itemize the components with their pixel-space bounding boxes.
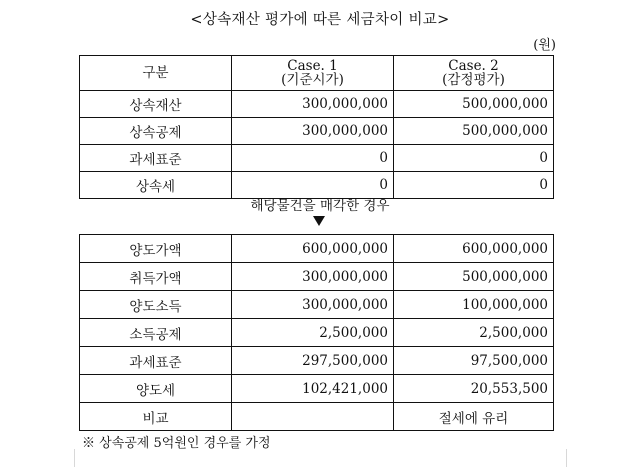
capital-gains-tax-table (79, 234, 554, 431)
row-label: 양도세 (80, 375, 232, 403)
page-margin-mark (566, 449, 567, 467)
row-label: 소득공제 (80, 319, 232, 347)
row-label: 과세표준 (80, 347, 232, 375)
case1-value: 0 (232, 172, 394, 199)
row-label: 상속세 (80, 172, 232, 199)
unit-label: (원) (533, 38, 556, 53)
case1-value: 297,500,000 (232, 347, 394, 375)
case2-value: 500,000,000 (394, 91, 554, 118)
case1-value: 300,000,000 (232, 263, 394, 291)
header-category: 구분 (80, 56, 232, 91)
header-case1-sub: (기준시가) (281, 72, 344, 88)
case2-value: 500,000,000 (394, 118, 554, 145)
header-case2-sub: (감정평가) (442, 72, 505, 88)
row-label: 과세표준 (80, 145, 232, 172)
row-label: 비교 (80, 403, 232, 431)
table-row (80, 91, 554, 118)
case2-value: 100,000,000 (394, 291, 554, 319)
header-case1 (232, 56, 394, 91)
case1-value: 102,421,000 (232, 375, 394, 403)
table-row (80, 319, 554, 347)
row-label: 양도소득 (80, 291, 232, 319)
table-row (80, 403, 554, 431)
case2-value: 600,000,000 (394, 235, 554, 263)
case1-value: 300,000,000 (232, 118, 394, 145)
table-row (80, 291, 554, 319)
case1-value: 2,500,000 (232, 319, 394, 347)
row-label: 양도가액 (80, 235, 232, 263)
case1-value: 300,000,000 (232, 91, 394, 118)
case1-value (232, 403, 394, 431)
header-case2 (394, 56, 554, 91)
comparison-result: 절세에 유리 (394, 403, 554, 431)
case2-value: 97,500,000 (394, 347, 554, 375)
table-row (80, 347, 554, 375)
case2-value: 2,500,000 (394, 319, 554, 347)
header-case1-title: Case. 1 (287, 58, 338, 74)
page-margin-mark (74, 449, 75, 467)
footnote: ※ 상속공제 5억원인 경우를 가정 (82, 436, 271, 451)
case1-value: 0 (232, 145, 394, 172)
table-row (80, 118, 554, 145)
case2-value: 0 (394, 172, 554, 199)
document-title: <상속재산 평가에 따른 세금차이 비교> (190, 12, 450, 28)
row-label: 상속공제 (80, 118, 232, 145)
table-header-row (80, 56, 554, 91)
row-label: 상속재산 (80, 91, 232, 118)
table-row (80, 235, 554, 263)
sale-scenario-caption: 해당물건을 매각한 경우 (250, 198, 390, 214)
table-row (80, 263, 554, 291)
case2-value: 500,000,000 (394, 263, 554, 291)
down-arrow-icon (312, 215, 326, 227)
case2-value: 20,553,500 (394, 375, 554, 403)
header-case2-title: Case. 2 (448, 58, 499, 74)
case1-value: 600,000,000 (232, 235, 394, 263)
case1-value: 300,000,000 (232, 291, 394, 319)
table-row (80, 145, 554, 172)
table-row (80, 375, 554, 403)
row-label: 취득가액 (80, 263, 232, 291)
case2-value: 0 (394, 145, 554, 172)
inheritance-tax-table (79, 55, 554, 199)
